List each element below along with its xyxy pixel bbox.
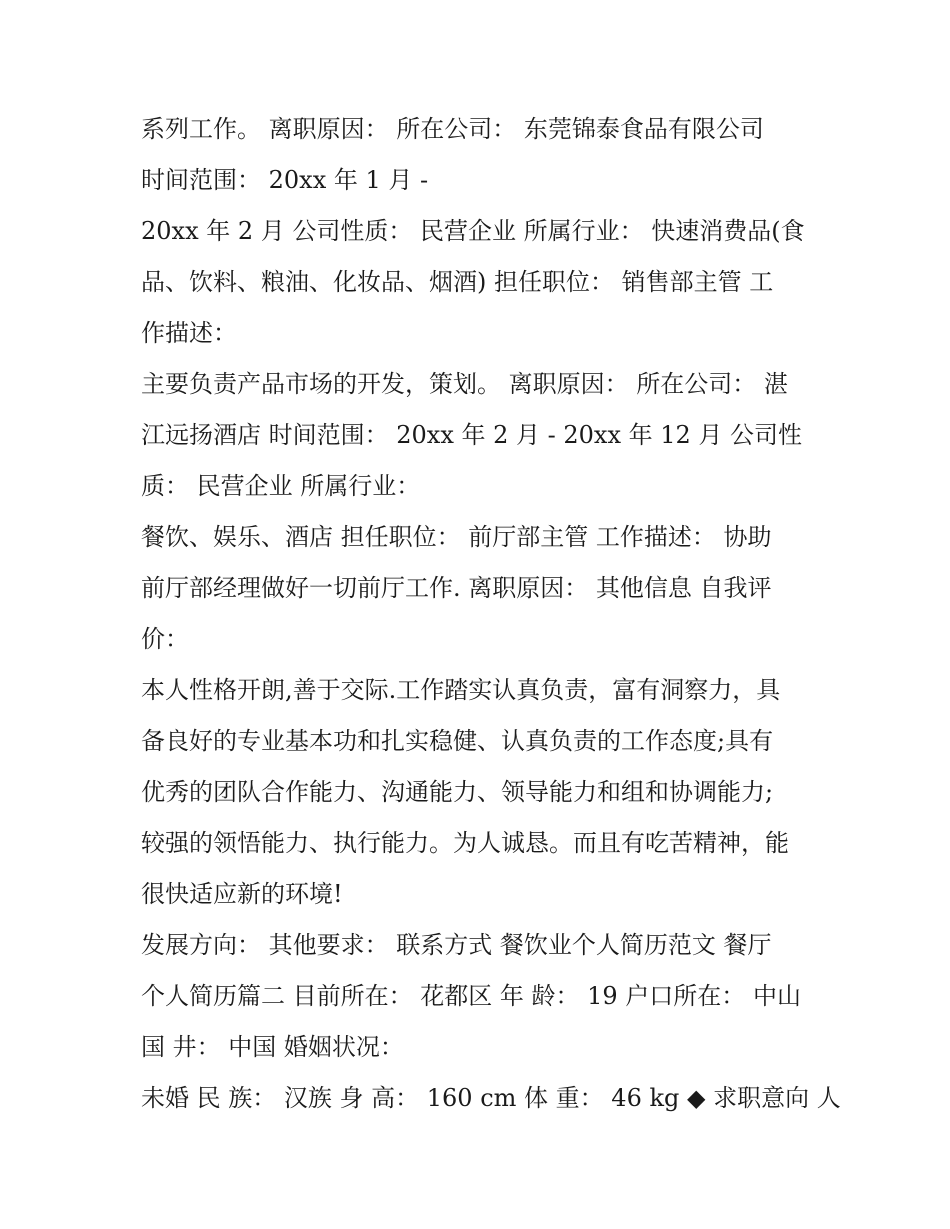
text-line: 系列工作。 离职原因： 所在公司： 东莞锦泰食品有限公司 xyxy=(141,115,764,143)
text-line: 餐饮、娱乐、酒店 担任职位： 前厅部主管 工作描述： 协助 xyxy=(141,523,772,551)
text-line: 未婚 民 族： 汉族 身 高： 160 cm 体 重： 46 kg ◆ 求职意向 人 xyxy=(141,1084,841,1112)
text-line: 质： 民营企业 所属行业： xyxy=(141,472,421,500)
text-line: 主要负责产品市场的开发，策划。 离职原因： 所在公司： 湛 xyxy=(141,370,788,398)
text-line: 本人性格开朗,善于交际.工作踏实认真负责，富有洞察力，具 xyxy=(141,676,781,704)
text-line: 20xx 年 2 月 公司性质： 民营企业 所属行业： 快速消费品(食 xyxy=(141,217,805,245)
document-body xyxy=(141,104,841,1124)
text-line: 较强的领悟能力、执行能力。为人诚恳。而且有吃苦精神，能 xyxy=(141,829,789,857)
text-line: 个人简历篇二 目前所在： 花都区 年 龄： 19 户口所在： 中山 xyxy=(141,982,801,1010)
text-line: 作描述： xyxy=(141,319,237,347)
text-line: 备良好的专业基本功和扎实稳健、认真负责的工作态度;具有 xyxy=(141,727,774,755)
text-line: 品、饮料、粮油、化妆品、烟酒) 担任职位： 销售部主管 工 xyxy=(141,268,774,296)
text-line: 发展方向： 其他要求： 联系方式 餐饮业个人简历范文 餐厅 xyxy=(141,931,772,959)
text-line: 国 井： 中国 婚姻状况： xyxy=(141,1033,404,1061)
text-line: 优秀的团队合作能力、沟通能力、领导能力和组和协调能力; xyxy=(141,778,774,806)
text-line: 前厅部经理做好一切前厅工作. 离职原因： 其他信息 自我评 xyxy=(141,574,772,602)
text-line: 时间范围： 20xx 年 1 月 - xyxy=(141,166,429,194)
text-line: 很快适应新的环境! xyxy=(141,880,343,908)
text-line: 江远扬酒店 时间范围： 20xx 年 2 月 - 20xx 年 12 月 公司性 xyxy=(141,421,803,449)
text-line: 价： xyxy=(141,625,189,653)
